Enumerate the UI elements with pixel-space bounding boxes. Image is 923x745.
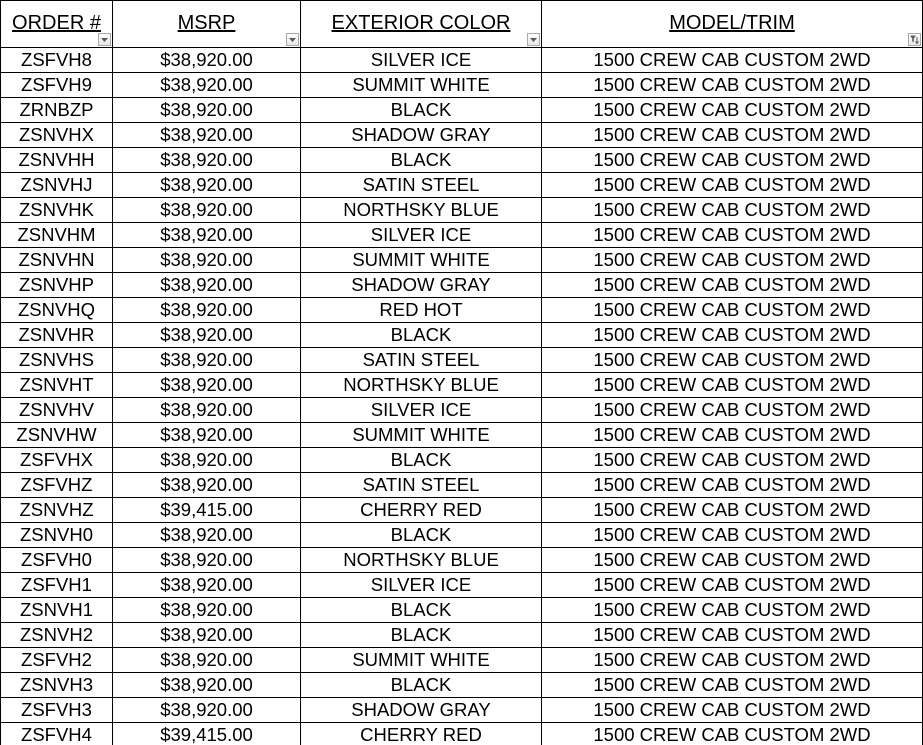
cell-msrp[interactable]: $38,920.00: [113, 398, 301, 423]
cell-exterior-color[interactable]: BLACK: [301, 673, 542, 698]
cell-model-trim[interactable]: 1500 CREW CAB CUSTOM 2WD: [542, 173, 923, 198]
cell-model-trim[interactable]: 1500 CREW CAB CUSTOM 2WD: [542, 123, 923, 148]
cell-msrp[interactable]: $38,920.00: [113, 323, 301, 348]
header-row: [1, 1, 923, 48]
cell-msrp[interactable]: $38,920.00: [113, 698, 301, 723]
header-order-number[interactable]: [1, 1, 113, 48]
cell-msrp[interactable]: $39,415.00: [113, 498, 301, 523]
cell-model-trim[interactable]: 1500 CREW CAB CUSTOM 2WD: [542, 473, 923, 498]
cell-msrp[interactable]: $38,920.00: [113, 548, 301, 573]
dropdown-arrow-icon[interactable]: [527, 33, 540, 46]
cell-order-number[interactable]: ZSNVHV: [1, 398, 113, 423]
cell-msrp[interactable]: $38,920.00: [113, 473, 301, 498]
cell-exterior-color[interactable]: BLACK: [301, 148, 542, 173]
cell-msrp[interactable]: $38,920.00: [113, 373, 301, 398]
table-row[interactable]: [1, 573, 923, 598]
table-row[interactable]: [1, 473, 923, 498]
cell-model-trim[interactable]: 1500 CREW CAB CUSTOM 2WD: [542, 498, 923, 523]
cell-exterior-color[interactable]: SILVER ICE: [301, 398, 542, 423]
cell-order-number[interactable]: ZSNVH0: [1, 523, 113, 548]
cell-model-trim[interactable]: 1500 CREW CAB CUSTOM 2WD: [542, 198, 923, 223]
cell-msrp[interactable]: $38,920.00: [113, 423, 301, 448]
table-row[interactable]: [1, 223, 923, 248]
header-label: MSRP: [177, 11, 236, 34]
cell-exterior-color[interactable]: NORTHSKY BLUE: [301, 373, 542, 398]
cell-msrp[interactable]: $38,920.00: [113, 598, 301, 623]
cell-msrp[interactable]: $38,920.00: [113, 73, 301, 98]
table-row[interactable]: [1, 298, 923, 323]
table-row[interactable]: [1, 698, 923, 723]
cell-msrp[interactable]: $38,920.00: [113, 223, 301, 248]
table-row[interactable]: [1, 173, 923, 198]
cell-msrp[interactable]: $38,920.00: [113, 648, 301, 673]
header-msrp[interactable]: [113, 1, 301, 48]
cell-model-trim[interactable]: 1500 CREW CAB CUSTOM 2WD: [542, 448, 923, 473]
table-row[interactable]: [1, 98, 923, 123]
cell-msrp[interactable]: $38,920.00: [113, 348, 301, 373]
cell-exterior-color[interactable]: BLACK: [301, 323, 542, 348]
cell-msrp[interactable]: $38,920.00: [113, 273, 301, 298]
header-label: ORDER #: [12, 11, 101, 34]
cell-exterior-color[interactable]: BLACK: [301, 523, 542, 548]
cell-model-trim[interactable]: 1500 CREW CAB CUSTOM 2WD: [542, 273, 923, 298]
cell-msrp[interactable]: $38,920.00: [113, 148, 301, 173]
cell-exterior-color[interactable]: NORTHSKY BLUE: [301, 198, 542, 223]
table-row[interactable]: [1, 723, 923, 745]
cell-order-number[interactable]: ZSNVHK: [1, 198, 113, 223]
cell-exterior-color[interactable]: SUMMIT WHITE: [301, 248, 542, 273]
cell-msrp[interactable]: $38,920.00: [113, 198, 301, 223]
table-row[interactable]: [1, 648, 923, 673]
cell-model-trim[interactable]: 1500 CREW CAB CUSTOM 2WD: [542, 48, 923, 73]
cell-exterior-color[interactable]: SILVER ICE: [301, 48, 542, 73]
cell-model-trim[interactable]: 1500 CREW CAB CUSTOM 2WD: [542, 598, 923, 623]
cell-model-trim[interactable]: 1500 CREW CAB CUSTOM 2WD: [542, 423, 923, 448]
table-row[interactable]: [1, 423, 923, 448]
table-body: [1, 48, 923, 745]
table-row[interactable]: [1, 123, 923, 148]
cell-order-number[interactable]: ZSNVH2: [1, 623, 113, 648]
cell-order-number[interactable]: ZSNVH3: [1, 673, 113, 698]
cell-order-number[interactable]: ZSFVH2: [1, 648, 113, 673]
cell-msrp[interactable]: $38,920.00: [113, 173, 301, 198]
cell-model-trim[interactable]: 1500 CREW CAB CUSTOM 2WD: [542, 323, 923, 348]
header-exterior-color[interactable]: [301, 1, 542, 48]
table-row[interactable]: [1, 373, 923, 398]
cell-exterior-color[interactable]: SATIN STEEL: [301, 473, 542, 498]
cell-order-number[interactable]: ZSFVH1: [1, 573, 113, 598]
cell-order-number[interactable]: ZSFVH9: [1, 73, 113, 98]
cell-model-trim[interactable]: 1500 CREW CAB CUSTOM 2WD: [542, 223, 923, 248]
table-row[interactable]: [1, 148, 923, 173]
cell-msrp[interactable]: $38,920.00: [113, 48, 301, 73]
cell-model-trim[interactable]: 1500 CREW CAB CUSTOM 2WD: [542, 648, 923, 673]
cell-msrp[interactable]: $38,920.00: [113, 298, 301, 323]
table-row[interactable]: [1, 348, 923, 373]
table-row[interactable]: [1, 48, 923, 73]
cell-msrp[interactable]: $38,920.00: [113, 248, 301, 273]
cell-exterior-color[interactable]: BLACK: [301, 448, 542, 473]
cell-order-number[interactable]: ZSNVHH: [1, 148, 113, 173]
cell-msrp[interactable]: $38,920.00: [113, 573, 301, 598]
cell-exterior-color[interactable]: SUMMIT WHITE: [301, 648, 542, 673]
table-row[interactable]: [1, 598, 923, 623]
cell-order-number[interactable]: ZSNVHS: [1, 348, 113, 373]
cell-order-number[interactable]: ZSNVHR: [1, 323, 113, 348]
cell-exterior-color[interactable]: BLACK: [301, 98, 542, 123]
cell-order-number[interactable]: ZSNVHT: [1, 373, 113, 398]
cell-order-number[interactable]: ZSNVHX: [1, 123, 113, 148]
header-label: MODEL/TRIM: [669, 11, 795, 34]
table-row[interactable]: [1, 623, 923, 648]
cell-model-trim[interactable]: 1500 CREW CAB CUSTOM 2WD: [542, 673, 923, 698]
cell-model-trim[interactable]: 1500 CREW CAB CUSTOM 2WD: [542, 298, 923, 323]
cell-msrp[interactable]: $39,415.00: [113, 723, 301, 745]
cell-model-trim[interactable]: 1500 CREW CAB CUSTOM 2WD: [542, 73, 923, 98]
cell-exterior-color[interactable]: SATIN STEEL: [301, 173, 542, 198]
cell-msrp[interactable]: $38,920.00: [113, 448, 301, 473]
dropdown-arrow-icon[interactable]: [98, 33, 111, 46]
cell-order-number[interactable]: ZSNVHZ: [1, 498, 113, 523]
dropdown-arrow-icon[interactable]: [286, 33, 299, 46]
cell-order-number[interactable]: ZSNVH1: [1, 598, 113, 623]
table-row[interactable]: [1, 548, 923, 573]
cell-exterior-color[interactable]: BLACK: [301, 623, 542, 648]
cell-exterior-color[interactable]: SUMMIT WHITE: [301, 423, 542, 448]
cell-model-trim[interactable]: 1500 CREW CAB CUSTOM 2WD: [542, 148, 923, 173]
cell-exterior-color[interactable]: CHERRY RED: [301, 723, 542, 745]
cell-order-number[interactable]: ZSNVHP: [1, 273, 113, 298]
cell-model-trim[interactable]: 1500 CREW CAB CUSTOM 2WD: [542, 698, 923, 723]
cell-order-number[interactable]: ZSNVHW: [1, 423, 113, 448]
cell-order-number[interactable]: ZSFVH3: [1, 698, 113, 723]
cell-order-number[interactable]: ZSFVH4: [1, 723, 113, 745]
cell-model-trim[interactable]: 1500 CREW CAB CUSTOM 2WD: [542, 398, 923, 423]
cell-order-number[interactable]: ZSFVH8: [1, 48, 113, 73]
cell-order-number[interactable]: ZSNVHN: [1, 248, 113, 273]
cell-order-number[interactable]: ZSFVH0: [1, 548, 113, 573]
cell-order-number[interactable]: ZSNVHJ: [1, 173, 113, 198]
cell-order-number[interactable]: ZRNBZP: [1, 98, 113, 123]
cell-exterior-color[interactable]: SILVER ICE: [301, 573, 542, 598]
filter-active-icon[interactable]: [908, 33, 921, 46]
cell-order-number[interactable]: ZSNVHQ: [1, 298, 113, 323]
cell-exterior-color[interactable]: NORTHSKY BLUE: [301, 548, 542, 573]
table-row[interactable]: [1, 248, 923, 273]
cell-model-trim[interactable]: 1500 CREW CAB CUSTOM 2WD: [542, 723, 923, 745]
cell-model-trim[interactable]: 1500 CREW CAB CUSTOM 2WD: [542, 348, 923, 373]
table-row[interactable]: [1, 73, 923, 98]
cell-msrp[interactable]: $38,920.00: [113, 98, 301, 123]
cell-exterior-color[interactable]: SHADOW GRAY: [301, 123, 542, 148]
table-row[interactable]: [1, 498, 923, 523]
cell-model-trim[interactable]: 1500 CREW CAB CUSTOM 2WD: [542, 523, 923, 548]
cell-model-trim[interactable]: 1500 CREW CAB CUSTOM 2WD: [542, 573, 923, 598]
cell-model-trim[interactable]: 1500 CREW CAB CUSTOM 2WD: [542, 373, 923, 398]
cell-model-trim[interactable]: 1500 CREW CAB CUSTOM 2WD: [542, 248, 923, 273]
cell-msrp[interactable]: $38,920.00: [113, 623, 301, 648]
cell-model-trim[interactable]: 1500 CREW CAB CUSTOM 2WD: [542, 623, 923, 648]
header-model-trim[interactable]: [542, 1, 923, 48]
cell-exterior-color[interactable]: SATIN STEEL: [301, 348, 542, 373]
cell-msrp[interactable]: $38,920.00: [113, 123, 301, 148]
cell-msrp[interactable]: $38,920.00: [113, 673, 301, 698]
cell-model-trim[interactable]: 1500 CREW CAB CUSTOM 2WD: [542, 98, 923, 123]
cell-order-number[interactable]: ZSFVHZ: [1, 473, 113, 498]
cell-exterior-color[interactable]: SHADOW GRAY: [301, 273, 542, 298]
table-row[interactable]: [1, 448, 923, 473]
cell-order-number[interactable]: ZSNVHM: [1, 223, 113, 248]
cell-exterior-color[interactable]: BLACK: [301, 598, 542, 623]
table-row[interactable]: [1, 273, 923, 298]
cell-exterior-color[interactable]: SUMMIT WHITE: [301, 73, 542, 98]
table-row[interactable]: [1, 323, 923, 348]
cell-order-number[interactable]: ZSFVHX: [1, 448, 113, 473]
cell-exterior-color[interactable]: SILVER ICE: [301, 223, 542, 248]
cell-model-trim[interactable]: 1500 CREW CAB CUSTOM 2WD: [542, 548, 923, 573]
table-row[interactable]: [1, 198, 923, 223]
table-row[interactable]: [1, 398, 923, 423]
cell-exterior-color[interactable]: SHADOW GRAY: [301, 698, 542, 723]
cell-msrp[interactable]: $38,920.00: [113, 523, 301, 548]
header-label: EXTERIOR COLOR: [331, 11, 511, 34]
cell-exterior-color[interactable]: RED HOT: [301, 298, 542, 323]
table-row[interactable]: [1, 673, 923, 698]
cell-exterior-color[interactable]: CHERRY RED: [301, 498, 542, 523]
table-row[interactable]: [1, 523, 923, 548]
